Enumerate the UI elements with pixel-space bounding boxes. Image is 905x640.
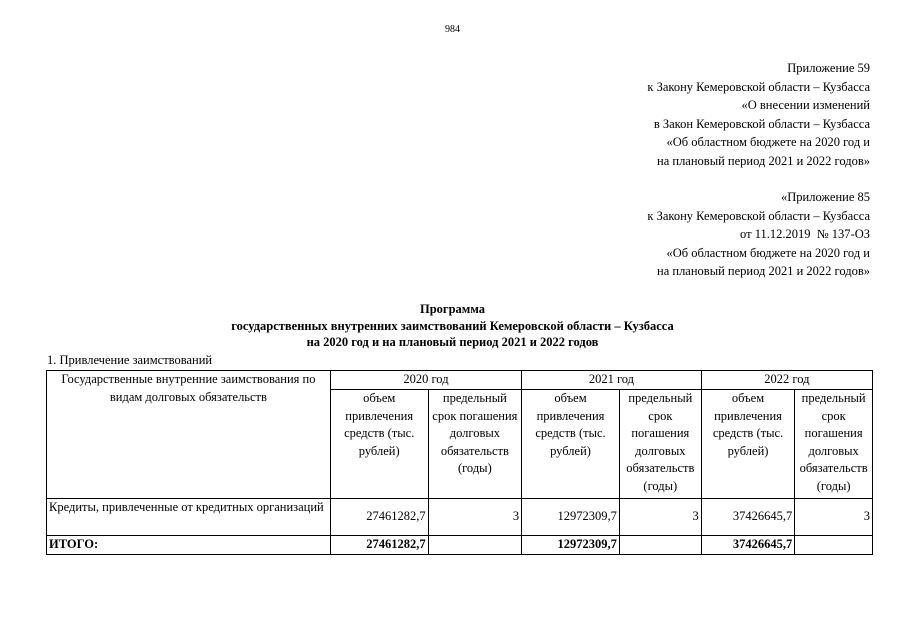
term-2020-cell: 3 bbox=[428, 499, 522, 536]
table-row bbox=[47, 499, 873, 536]
appendix-85-line: к Закону Кемеровской области – Кузбасса bbox=[647, 208, 870, 223]
debt-type-header: Государственные внутренние заимствования по видам долговых обязательств bbox=[47, 371, 331, 499]
appendix-85-header bbox=[647, 188, 870, 281]
total-volume-2020-cell: 27461282,7 bbox=[330, 536, 428, 555]
term-header: предельный срок погашения долговых обязательств (годы) bbox=[795, 390, 873, 499]
total-term-2022-cell bbox=[795, 536, 873, 555]
appendix-59-line: Приложение 59 bbox=[787, 61, 870, 75]
year-header-2020: 2020 год bbox=[330, 371, 521, 390]
volume-2021-cell: 12972309,7 bbox=[522, 499, 620, 536]
appendix-59-line: к Закону Кемеровской области – Кузбасса bbox=[647, 79, 870, 94]
appendix-59-header bbox=[647, 59, 870, 171]
volume-header: объем привлечения средств (тыс. рублей) bbox=[330, 390, 428, 499]
appendix-59-line: «О внесении изменений bbox=[741, 98, 870, 113]
appendix-59-line: на плановый период 2021 и 2022 годов» bbox=[657, 153, 870, 168]
volume-header: объем привлечения средств (тыс. рублей) bbox=[522, 390, 620, 499]
appendix-59-line: в Закон Кемеровской области – Кузбасса bbox=[653, 116, 870, 131]
year-header-2022: 2022 год bbox=[701, 371, 872, 390]
total-label: ИТОГО: bbox=[47, 536, 331, 555]
title-line: государственных внутренних заимствований Кемеровской области – Кузбасса bbox=[231, 318, 674, 333]
year-header-2021: 2021 год bbox=[522, 371, 702, 390]
volume-2020-cell: 27461282,7 bbox=[330, 499, 428, 536]
term-2021-cell: 3 bbox=[619, 499, 701, 536]
title-line: на 2020 год и на плановый период 2021 и 2022 годов bbox=[306, 335, 599, 349]
total-volume-2022-cell: 37426645,7 bbox=[701, 536, 795, 555]
document-title bbox=[0, 301, 905, 351]
appendix-85-line: «Приложение 85 bbox=[781, 190, 870, 204]
row-label: Кредиты, привлеченные от кредитных организаций bbox=[47, 499, 331, 536]
appendix-59-line: «Об областном бюджете на 2020 год и bbox=[666, 135, 870, 150]
borrowings-table bbox=[46, 370, 873, 555]
term-2022-cell: 3 bbox=[795, 499, 873, 536]
title-line: Программа bbox=[420, 302, 485, 316]
appendix-85-line: от 11.12.2019 № 137-ОЗ bbox=[740, 227, 870, 242]
appendix-85-line: на плановый период 2021 и 2022 годов» bbox=[657, 264, 870, 279]
total-volume-2021-cell: 12972309,7 bbox=[522, 536, 620, 555]
volume-2022-cell: 37426645,7 bbox=[701, 499, 795, 536]
total-row bbox=[47, 536, 873, 555]
term-header: предельный срок погашения долговых обязательств (годы) bbox=[619, 390, 701, 499]
section-title: 1. Привлечение заимствований bbox=[47, 353, 213, 367]
volume-header: объем привлечения средств (тыс. рублей) bbox=[701, 390, 795, 499]
total-term-2021-cell bbox=[619, 536, 701, 555]
page-number: 984 bbox=[445, 24, 460, 35]
table-header-row bbox=[47, 371, 873, 390]
term-header: предельный срок погашения долговых обязательств (годы) bbox=[428, 390, 522, 499]
total-term-2020-cell bbox=[428, 536, 522, 555]
appendix-85-line: «Об областном бюджете на 2020 год и bbox=[666, 245, 870, 260]
